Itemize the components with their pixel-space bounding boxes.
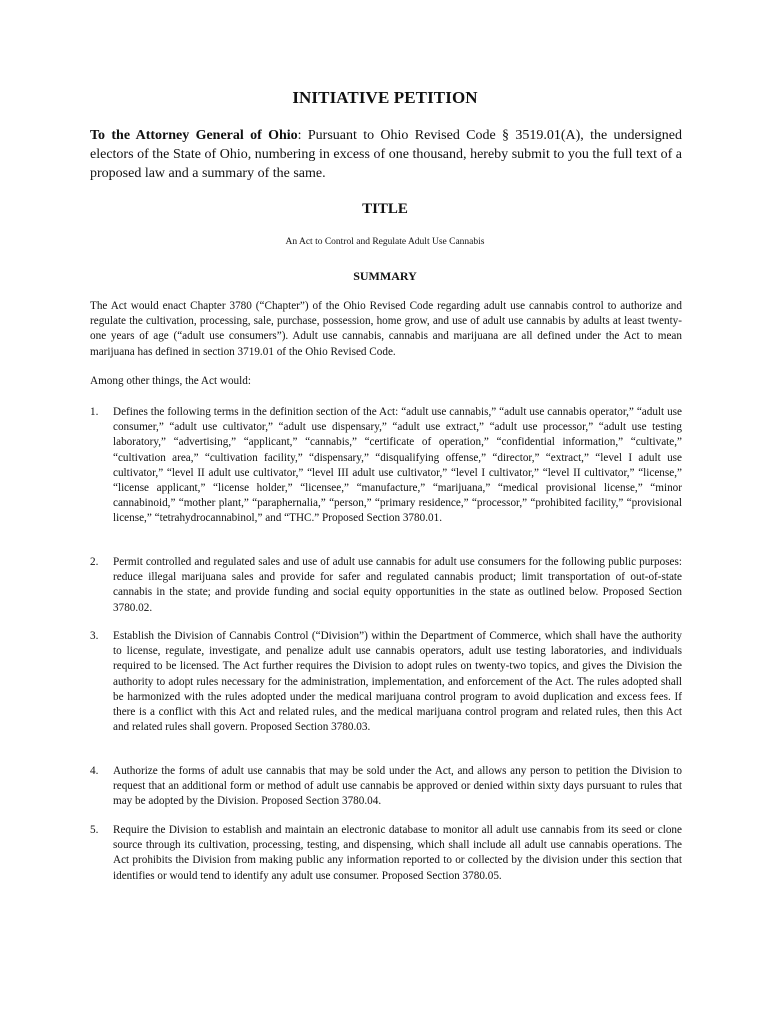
list-item-number: 5.	[90, 824, 99, 836]
title-heading: TITLE	[362, 201, 408, 217]
act-title: An Act to Control and Regulate Adult Use Cannabis	[285, 237, 485, 247]
list-item-text: Defines the following terms in the definition section of the Act: “adult use cannabis,” “adult use cannabis operator,” “adult use consumer,” “adult use cultivator,” “adult use dispensary,” “adult use extract,” “adult use processor,” “adult use testing laboratory,” “advertising,” “applicant,” “cannabis,” “certificate of operation,” “confidential information,” “cultivate,” “cultivation area,” “cultivation facility,” “dispensary,” “disqualifying offense,” “director,” “extract,” “level I adult use cultivator,” “level II adult use cultivator,” “level III adult use cultivator,” “level I cultivator,” “level II cultivator,” “license,” “license applicant,” “license holder,” “licensee,” “manufacture,” “marijuana,” “medical provisional license,” “minor cannabinoid,” “mother plant,” “paraphernalia,” “person,” “primary residence,” “processor,” “prohibited facility,” “provisional license,” “tetrahydrocannabinol,” and “THC.” Proposed Section 3780.01.	[113, 406, 682, 525]
list-item-text: Permit controlled and regulated sales and use of adult use cannabis for adult use consumers for the following public purposes: reduce illegal marijuana sales and provide for safer and regulated cannabis product; limit transportation of out-of-state cannabis in the state; and provide funding and social equity opportunities in the state as outlined below. Proposed Section 3780.02.	[113, 556, 682, 614]
list-item-number: 3.	[90, 630, 99, 642]
list-item-number: 1.	[90, 406, 99, 418]
intro-paragraph	[90, 126, 682, 183]
list-item-text: Authorize the forms of adult use cannabis that may be sold under the Act, and allows any person to petition the Division to request that an additional form or method of adult use cannabis be approved or denied within sixty days pursuant to rules that may be adopted by the Division. Proposed Section 3780.04.	[113, 765, 682, 808]
summary-heading: SUMMARY	[353, 269, 417, 283]
intro-text: : Pursuant to Ohio Revised Code § 3519.01(A), the undersigned electors of the State of Ohio, numbering in excess of one thousand, hereby submit to you the full text of a proposed law and a summary of the same.	[90, 128, 682, 181]
intro-addressee: To the Attorney General of Ohio	[90, 128, 298, 143]
list-item-text: Require the Division to establish and maintain an electronic database to monitor all adult use cannabis from its seed or clone source through its cultivation, processing, testing, and dispensing, which shall include all adult use cannabis operations. The Act prohibits the Division from making public any information reported to or collected by the division under this section that identifies or would tend to identify any adult use consumer. Proposed Section 3780.05.	[113, 824, 682, 882]
list-item-number: 2.	[90, 556, 99, 568]
list-item-text: Establish the Division of Cannabis Control (“Division”) within the Department of Commerce, which shall have the authority to license, regulate, investigate, and penalize adult use cannabis operators, adult use testing laboratories, and individuals required to be licensed. The Act further requires the Division to adopt rules on twenty-two topics, and gives the Division the authority to adopt rules necessary for the administration, implementation, and enforcement of the Act. The rules adopted shall be harmonized with the rules adopted under the medical marijuana control program to avoid duplication and excess fees. If there is a conflict with this Act and related rules, and the medical marijuana control program and related rules, then this Act and related rules shall govern. Proposed Section 3780.03.	[113, 630, 682, 734]
document-title: INITIATIVE PETITION	[292, 88, 478, 107]
summary-paragraph: The Act would enact Chapter 3780 (“Chapter”) of the Ohio Revised Code regarding adult use cannabis control to authorize and regulate the cultivation, processing, sale, purchase, possession, home grow, and use of adult use cannabis by adults at least twenty-one years of age (“adult use consumers”). Adult use cannabis, cannabis and marijuana are all defined under the Act to mean marijuana has defined in section 3719.01 of the Ohio Revised Code.	[90, 300, 682, 358]
list-item-number: 4.	[90, 765, 99, 777]
among-text: Among other things, the Act would:	[90, 375, 251, 387]
